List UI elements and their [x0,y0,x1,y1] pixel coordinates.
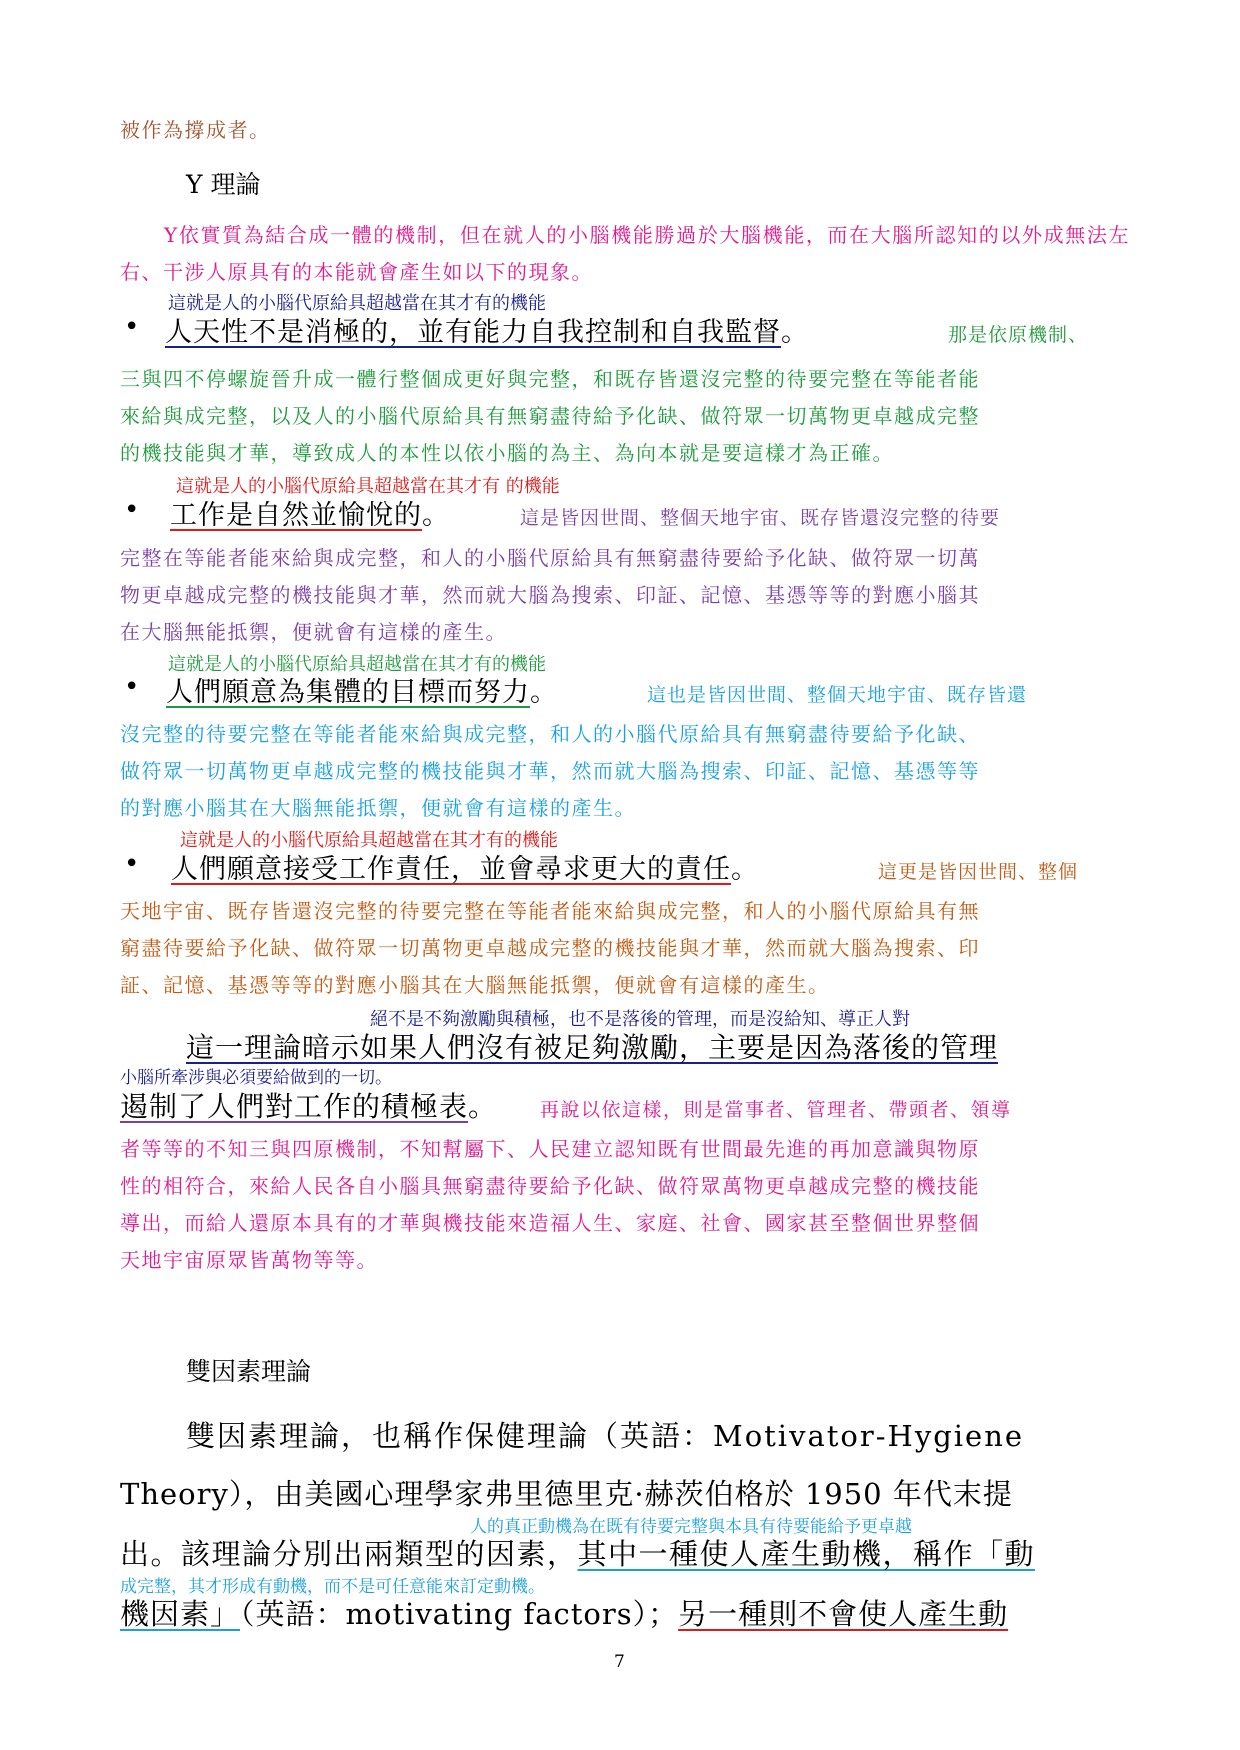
theory-heading-line-1: 這一理論暗示如果人們沒有被足夠激勵，主要是因為落後的管理 [186,1031,999,1064]
two-factor-line-4-b: （英語：motivating factors）； [240,1597,679,1631]
theory-line-3: 導出，而給人還原本具有的才華與機技能來造福人生、家庭、社會、國家甚至整個世界整個 [120,1211,980,1235]
bullet-4-line-2: 窮盡待要給予化缺、做符眾一切萬物更卓越成完整的機技能與才華，然而就大腦為搜索、印 [120,936,980,960]
theory-heading-end: 。 [468,1090,498,1123]
bullet-3-line-3: 的對應小腦其在大腦無能抵禦，便就會有這樣的產生。 [120,796,636,820]
bullet-1-first-tail: 那是依原機制、 [948,324,1089,346]
bullet-2-line-2: 物更卓越成完整的機技能與才華，然而就大腦為搜索、印証、記憶、基憑等等的對應小腦其 [120,583,980,607]
y-theory-intro: Y依實質為結合成一體的機制，但在就人的小腦機能勝過於大腦機能，而在大腦所認知的以外成無法左右、干涉人原具有的本能就會產生如以下的現象。 [120,223,1130,284]
bullet-2-heading-row [170,493,450,532]
bullet-4-dot: • [124,849,140,879]
two-factor-line-2: Theory），由美國心理學家弗里德里克·赫茨伯格於 1950 年代末提 [120,1477,1013,1511]
two-factor-note-1: 人的真正動機為在既有待要完整與本具有待要能給予更卓越 [470,1517,912,1537]
bullet-2-line-1: 完整在等能者能來給與成完整，和人的小腦代原給具有無窮盡待要給予化缺、做符眾一切萬 [120,546,980,570]
bullet-1-line-1: 三與四不停螺旋晉升成一體行整個成更好與完整，和既存皆還沒完整的待要完整在等能者能 [120,367,980,391]
bullet-4-heading-end: 。 [731,854,759,885]
two-factor-line-4-c: 另一種則不會使人產生動 [678,1597,1009,1631]
bullet-1-heading-end: 。 [781,317,809,348]
bullet-1-dot: • [124,312,140,342]
bullet-1-note: 這就是人的小腦代原給具超越當在其才有的機能 [168,293,546,314]
theory-heading-row-2 [120,1085,497,1125]
bullet-4-line-3: 証、記憶、基憑等等的對應小腦其在大腦無能抵禦，便就會有這樣的產生。 [120,973,830,997]
theory-note-line-2: 小腦所牽涉與必須要給做到的一切。 [120,1068,392,1088]
bullet-4-heading-row [171,847,759,886]
theory-line-4: 天地宇宙原眾皆萬物等等。 [120,1248,378,1272]
y-theory-title: Y 理論 [186,170,261,199]
bullet-4-note: 這就是人的小腦代原給具超越當在其才有的機能 [180,830,558,851]
bullet-1-heading-row [165,310,809,349]
two-factor-note-2: 成完整，其才形成有動機，而不是可任意能來訂定動機。 [120,1577,545,1597]
two-factor-line-4 [120,1592,1008,1633]
bullet-2-first-tail: 這是皆因世間、整個天地宇宙、既存皆還沒完整的待要 [520,507,1001,529]
two-factor-line-3-b: 其中一種使人產生動機，稱作「動 [577,1537,1036,1571]
bullet-2-dot: • [124,495,140,525]
bullet-2-note: 這就是人的小腦代原給具超越當在其才有 的機能 [176,476,560,497]
bullet-3-heading-row [166,670,558,709]
bullet-4-line-1: 天地宇宙、既存皆還沒完整的待要完整在等能者能來給與成完整，和人的小腦代原給具有無 [120,899,980,923]
theory-heading-line-2: 遏制了人們對工作的積極表 [120,1090,469,1123]
two-factor-title: 雙因素理論 [186,1357,312,1386]
theory-line-1: 者等等的不知三與四原機制，不知幫屬下、人民建立認知既有世間最先進的再加意識與物原 [120,1137,980,1161]
bullet-1-line-2: 來給與成完整，以及人的小腦代原給具有無窮盡待給予化缺、做符眾一切萬物更卓越成完整 [120,404,980,428]
theory-note-line-1: 絕不是不夠激勵與積極，也不是落後的管理，而是沒給知、導正人對 [370,1009,910,1030]
two-factor-line-4-a: 機因素」 [120,1597,241,1631]
bullet-3-line-2: 做符眾一切萬物更卓越成完整的機技能與才華，然而就大腦為搜索、印証、記憶、基憑等等 [120,759,980,783]
bullet-4-first-tail: 這更是皆因世間、整個 [878,861,1079,883]
theory-line-2: 性的相符合，來給人民各自小腦具無窮盡待要給予化缺、做符眾萬物更卓越成完整的機技能 [120,1174,980,1198]
bullet-3-heading-end: 。 [530,677,558,708]
two-factor-line-3 [120,1532,1035,1573]
bullet-3-note: 這就是人的小腦代原給具超越當在其才有的機能 [168,654,546,675]
bullet-3-heading: 人們願意為集體的目標而努力 [166,677,530,708]
bullet-4-heading: 人們願意接受工作責任，並會尋求更大的責任 [171,854,731,885]
bullet-3-line-1: 沒完整的待要完整在等能者能來給與成完整，和人的小腦代原給具有無窮盡待要給予化缺、 [120,722,980,746]
bullet-2-line-3: 在大腦無能抵禦，便就會有這樣的產生。 [120,620,507,644]
theory-heading-row-1 [186,1026,998,1066]
bullet-2-heading: 工作是自然並愉悅的 [170,500,422,531]
bullet-3-dot: • [124,672,140,702]
two-factor-line-1: 雙因素理論，也稱作保健理論（英語：Motivator-Hygiene [186,1419,1025,1453]
bullet-1-heading: 人天性不是消極的，並有能力自我控制和自我監督 [165,317,781,348]
bullet-3-first-tail: 這也是皆因世間、整個天地宇宙、既存皆還 [647,684,1028,706]
bullet-2-heading-end: 。 [422,500,450,531]
intro-tail: 被作為撐成者。 [120,118,271,142]
theory-first-tail: 再說以依這樣，則是當事者、管理者、帶頭者、領導 [540,1099,1012,1121]
bullet-1-line-3: 的機技能與才華，導致成人的本性以依小腦的為主、為向本就是要這樣才為正確。 [120,441,894,465]
page-number: 7 [614,1652,625,1672]
two-factor-line-3-a: 出。該理論分別出兩類型的因素， [120,1537,578,1571]
